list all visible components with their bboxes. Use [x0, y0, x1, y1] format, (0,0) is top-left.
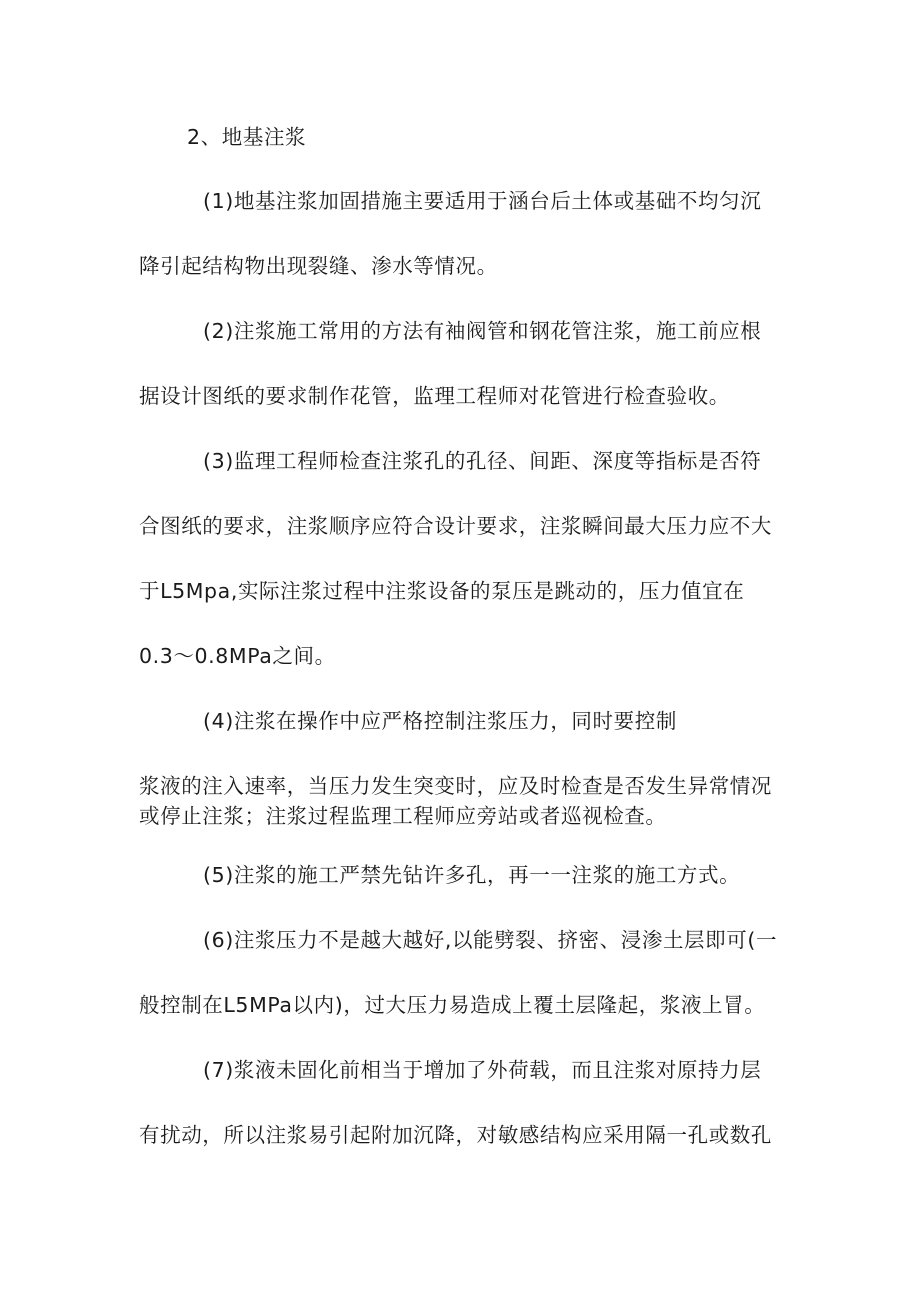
paragraph-line: 合图纸的要求，注浆顺序应符合设计要求，注浆瞬间最大压力应不大 [139, 514, 772, 538]
paragraph-line: (2)注浆施工常用的方法有袖阀管和钢花管注浆，施工前应根 [203, 319, 762, 343]
section-heading: 2、地基注浆 [187, 125, 307, 149]
paragraph-line: 有扰动，所以注浆易引起附加沉降，对敏感结构应采用隔一孔或数孔 [139, 1123, 772, 1147]
paragraph-line: (1)地基注浆加固措施主要适用于涵台后土体或基础不均匀沉 [203, 189, 762, 213]
paragraph-line: (7)浆液未固化前相当于增加了外荷载，而且注浆对原持力层 [203, 1058, 762, 1082]
paragraph-line: 据设计图纸的要求制作花管，监理工程师对花管进行检查验收。 [139, 384, 730, 408]
paragraph-line: 降引起结构物出现裂缝、渗水等情况。 [139, 254, 498, 278]
paragraph-line: 0.3～0.8MPa之间。 [139, 644, 336, 668]
paragraph-line: (5)注浆的施工严禁先钻许多孔，再一一注浆的施工方式。 [203, 863, 741, 887]
paragraph-line: (4)注浆在操作中应严格控制注浆压力，同时要控制 [203, 709, 677, 733]
paragraph-line: 于L5Mpa,实际注浆过程中注浆设备的泵压是跳动的，压力值宜在 [139, 579, 745, 603]
paragraph-line: 浆液的注入速率，当压力发生突变时，应及时检查是否发生异常情况 [139, 774, 772, 798]
paragraph-line: 或停止注浆；注浆过程监理工程师应旁站或者巡视检查。 [139, 804, 667, 828]
paragraph-line: (6)注浆压力不是越大越好,以能劈裂、挤密、浸渗土层即可(一 [203, 928, 778, 952]
paragraph-line: (3)监理工程师检查注浆孔的孔径、间距、深度等指标是否符 [203, 449, 762, 473]
paragraph-line: 般控制在L5MPa以内)，过大压力易造成上覆土层隆起，浆液上冒。 [139, 993, 766, 1017]
